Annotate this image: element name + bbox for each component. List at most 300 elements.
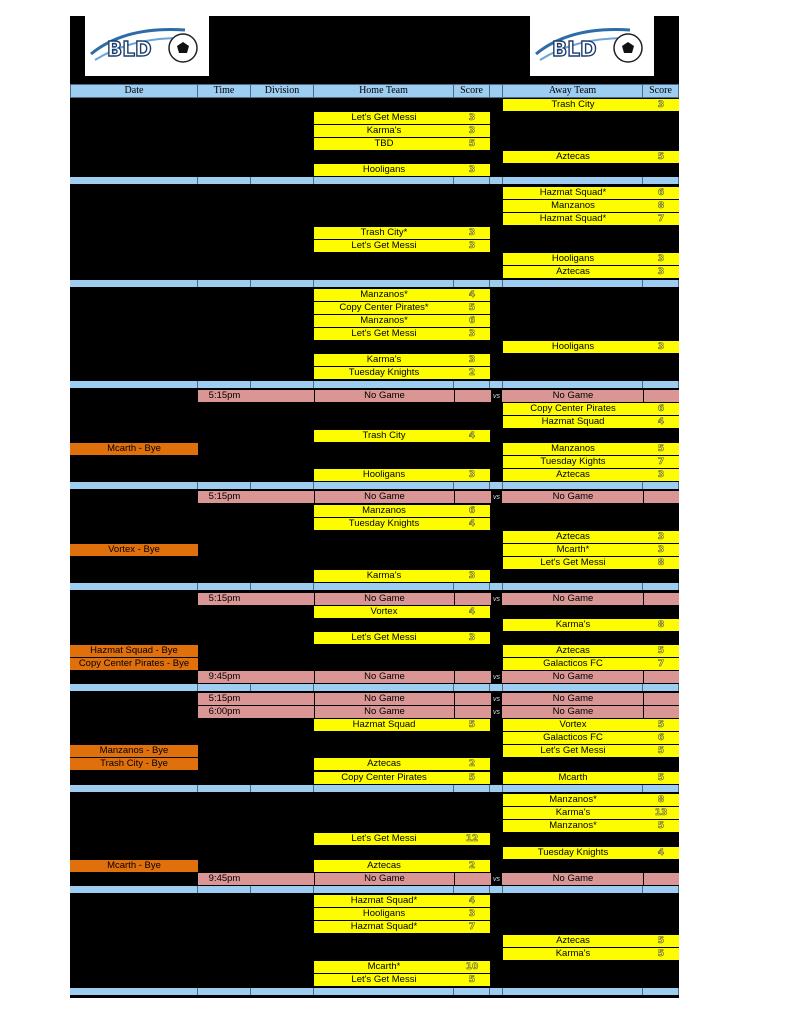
away-score-cell: 8 <box>643 200 679 212</box>
separator-cell <box>251 886 314 893</box>
separator-cell <box>490 684 503 691</box>
bye-cell: Trash City - Bye <box>70 758 198 770</box>
logo-text: BLD <box>107 37 152 61</box>
separator-cell <box>198 988 251 995</box>
home-team-cell: No Game <box>314 593 454 605</box>
separator-cell <box>70 177 198 184</box>
division-cell <box>251 693 314 705</box>
game-row <box>70 921 679 933</box>
away-team-cell: Tuesday Knights <box>503 847 643 859</box>
away-score-cell <box>643 706 679 718</box>
bye-cell: Vortex - Bye <box>70 544 198 556</box>
home-score-cell: 10 <box>454 961 490 973</box>
away-team-cell: Hazmat Squad* <box>503 187 643 199</box>
division-cell <box>251 390 314 402</box>
home-score-cell: 5 <box>454 138 490 150</box>
away-score-cell <box>643 873 679 885</box>
separator-cell <box>454 177 490 184</box>
no-game-row <box>70 593 679 605</box>
home-score-cell: 3 <box>454 328 490 340</box>
home-team-cell: Karma's <box>314 570 454 582</box>
game-row <box>70 403 679 415</box>
bye-cell: Mcarth - Bye <box>70 443 198 455</box>
home-score-cell: 2 <box>454 367 490 379</box>
game-row <box>70 658 679 670</box>
home-team-cell: Hooligans <box>314 469 454 481</box>
home-team-cell: Copy Center Pirates* <box>314 302 454 314</box>
home-score-cell: 3 <box>454 125 490 137</box>
home-score-cell: 3 <box>454 164 490 176</box>
game-row <box>70 935 679 947</box>
game-row <box>70 758 679 770</box>
home-score-cell: 12 <box>454 833 490 845</box>
away-score-cell <box>643 693 679 705</box>
game-row <box>70 544 679 556</box>
game-row <box>70 266 679 278</box>
away-score-cell: 3 <box>643 544 679 556</box>
away-team-cell: Manzanos <box>503 443 643 455</box>
home-score-cell: 6 <box>454 505 490 517</box>
home-score-cell: 4 <box>454 606 490 618</box>
separator-cell <box>198 886 251 893</box>
separator-cell <box>314 886 454 893</box>
away-team-cell: Aztecas <box>503 935 643 947</box>
away-team-cell: Galacticos FC <box>503 732 643 744</box>
separator-cell <box>314 482 454 489</box>
game-row <box>70 315 679 327</box>
separator-cell <box>198 583 251 590</box>
week-separator <box>70 785 679 792</box>
away-team-cell: Aztecas <box>503 469 643 481</box>
home-score-cell: 3 <box>454 227 490 239</box>
home-team-cell: No Game <box>314 873 454 885</box>
vs-label: vs <box>490 390 503 402</box>
away-score-cell: 7 <box>643 213 679 225</box>
game-row <box>70 151 679 163</box>
logo-text: BLD <box>552 37 597 61</box>
separator-cell <box>70 381 198 388</box>
division-cell <box>251 491 314 503</box>
separator-cell <box>314 583 454 590</box>
away-team-cell: Let's Get Messi <box>503 745 643 757</box>
home-score-cell: 3 <box>454 908 490 920</box>
vs-label: vs <box>490 693 503 705</box>
home-score-cell <box>454 671 490 683</box>
game-row <box>70 328 679 340</box>
home-team-cell: No Game <box>314 706 454 718</box>
away-score-cell: 5 <box>643 719 679 731</box>
game-row <box>70 570 679 582</box>
vs-label: vs <box>490 873 503 885</box>
game-row <box>70 213 679 225</box>
separator-cell <box>490 988 503 995</box>
vs-label: vs <box>490 593 503 605</box>
separator-cell <box>251 177 314 184</box>
game-row <box>70 719 679 731</box>
away-score-cell: 5 <box>643 820 679 832</box>
game-row <box>70 820 679 832</box>
game-row <box>70 443 679 455</box>
bye-cell: Manzanos - Bye <box>70 745 198 757</box>
time-cell: 5:15pm <box>198 593 251 605</box>
away-score-cell: 5 <box>643 645 679 657</box>
separator-cell <box>643 482 679 489</box>
game-row <box>70 860 679 872</box>
separator-cell <box>251 482 314 489</box>
home-team-cell: Trash City* <box>314 227 454 239</box>
game-row <box>70 125 679 137</box>
separator-cell <box>503 684 643 691</box>
away-team-cell: Aztecas <box>503 645 643 657</box>
home-team-cell: Let's Get Messi <box>314 240 454 252</box>
separator-cell <box>314 785 454 792</box>
away-team-cell: No Game <box>503 671 643 683</box>
away-team-cell: Manzanos* <box>503 794 643 806</box>
home-team-cell: Karma's <box>314 354 454 366</box>
game-row <box>70 354 679 366</box>
game-row <box>70 847 679 859</box>
game-row <box>70 456 679 468</box>
away-team-cell: Hazmat Squad* <box>503 213 643 225</box>
game-row <box>70 833 679 845</box>
home-score-cell: 6 <box>454 315 490 327</box>
away-team-cell: No Game <box>503 390 643 402</box>
game-row <box>70 895 679 907</box>
separator-cell <box>198 684 251 691</box>
separator-cell <box>314 280 454 287</box>
separator-cell <box>490 785 503 792</box>
separator-cell <box>490 482 503 489</box>
vs-header <box>490 84 503 98</box>
home-team-cell: Tuesday Knights <box>314 518 454 530</box>
separator-cell <box>70 583 198 590</box>
home-team-cell: Karma's <box>314 125 454 137</box>
game-row <box>70 367 679 379</box>
bye-cell: Copy Center Pirates - Bye <box>70 658 198 670</box>
time-cell: 5:15pm <box>198 491 251 503</box>
time-cell: 9:45pm <box>198 873 251 885</box>
game-row <box>70 518 679 530</box>
division-cell <box>251 873 314 885</box>
away-team-cell: Karma's <box>503 948 643 960</box>
away-score-cell: 5 <box>643 772 679 784</box>
away-team-cell: Manzanos* <box>503 820 643 832</box>
home-team-cell: No Game <box>314 693 454 705</box>
home-score-cell: 5 <box>454 974 490 986</box>
separator-cell <box>314 684 454 691</box>
separator-cell <box>503 381 643 388</box>
away-score-header: Score <box>643 84 679 98</box>
away-score-cell <box>643 671 679 683</box>
away-score-cell: 3 <box>643 253 679 265</box>
away-score-cell: 5 <box>643 948 679 960</box>
game-row <box>70 974 679 986</box>
home-team-cell: Hooligans <box>314 164 454 176</box>
separator-cell <box>454 482 490 489</box>
away-score-cell: 7 <box>643 456 679 468</box>
home-score-cell: 4 <box>454 289 490 301</box>
separator-cell <box>454 684 490 691</box>
away-score-cell: 8 <box>643 794 679 806</box>
home-team-cell: TBD <box>314 138 454 150</box>
game-row <box>70 200 679 212</box>
home-score-cell: 2 <box>454 758 490 770</box>
game-row <box>70 430 679 442</box>
separator-cell <box>490 280 503 287</box>
home-team-cell: No Game <box>314 671 454 683</box>
home-team-cell: Hazmat Squad <box>314 719 454 731</box>
away-team-cell: No Game <box>503 593 643 605</box>
away-score-cell: 5 <box>643 443 679 455</box>
game-row <box>70 557 679 569</box>
bye-cell: Hazmat Squad - Bye <box>70 645 198 657</box>
home-score-cell: 5 <box>454 302 490 314</box>
away-team-cell: No Game <box>503 693 643 705</box>
separator-cell <box>70 482 198 489</box>
home-team-cell: Aztecas <box>314 758 454 770</box>
home-score-cell <box>454 593 490 605</box>
away-score-cell: 5 <box>643 151 679 163</box>
game-row <box>70 253 679 265</box>
away-team-cell: No Game <box>503 873 643 885</box>
away-score-cell <box>643 491 679 503</box>
home-team-cell: Let's Get Messi <box>314 833 454 845</box>
separator-cell <box>643 177 679 184</box>
home-team-header: Home Team <box>314 84 454 98</box>
separator-cell <box>70 785 198 792</box>
away-team-cell: No Game <box>503 491 643 503</box>
home-score-cell: 4 <box>454 895 490 907</box>
home-score-cell: 2 <box>454 860 490 872</box>
separator-cell <box>314 381 454 388</box>
game-row <box>70 416 679 428</box>
separator-cell <box>70 684 198 691</box>
separator-cell <box>643 280 679 287</box>
home-score-cell <box>454 693 490 705</box>
separator-cell <box>490 886 503 893</box>
away-score-cell: 3 <box>643 469 679 481</box>
separator-cell <box>503 988 643 995</box>
separator-cell <box>503 886 643 893</box>
vs-label: vs <box>490 671 503 683</box>
home-team-cell: Hazmat Squad* <box>314 895 454 907</box>
no-game-row <box>70 671 679 683</box>
week-separator <box>70 988 679 995</box>
week-separator <box>70 381 679 388</box>
home-team-cell: Vortex <box>314 606 454 618</box>
division-cell <box>251 671 314 683</box>
separator-cell <box>454 381 490 388</box>
away-team-cell: Hooligans <box>503 341 643 353</box>
away-score-cell: 3 <box>643 99 679 111</box>
separator-cell <box>70 988 198 995</box>
away-team-cell: Trash City <box>503 99 643 111</box>
separator-cell <box>454 583 490 590</box>
no-game-row <box>70 390 679 402</box>
separator-cell <box>643 886 679 893</box>
away-team-cell: Hazmat Squad <box>503 416 643 428</box>
separator-cell <box>503 482 643 489</box>
away-team-header: Away Team <box>503 84 643 98</box>
week-separator <box>70 177 679 184</box>
game-row <box>70 99 679 111</box>
separator-cell <box>251 280 314 287</box>
game-row <box>70 138 679 150</box>
away-score-cell <box>643 593 679 605</box>
game-row <box>70 227 679 239</box>
home-team-cell: Aztecas <box>314 860 454 872</box>
home-team-cell: Mcarth* <box>314 961 454 973</box>
home-team-cell: No Game <box>314 491 454 503</box>
separator-cell <box>251 583 314 590</box>
home-team-cell: Tuesday Knights <box>314 367 454 379</box>
away-score-cell: 4 <box>643 416 679 428</box>
home-score-cell: 5 <box>454 719 490 731</box>
week-separator <box>70 280 679 287</box>
game-row <box>70 187 679 199</box>
separator-cell <box>454 886 490 893</box>
game-row <box>70 948 679 960</box>
game-row <box>70 807 679 819</box>
home-team-cell: Hooligans <box>314 908 454 920</box>
away-team-cell: Copy Center Pirates <box>503 403 643 415</box>
separator-cell <box>643 684 679 691</box>
separator-cell <box>70 280 198 287</box>
separator-cell <box>251 785 314 792</box>
game-row <box>70 732 679 744</box>
time-cell: 5:15pm <box>198 693 251 705</box>
vs-label: vs <box>490 491 503 503</box>
separator-cell <box>503 177 643 184</box>
game-row <box>70 164 679 176</box>
separator-cell <box>643 583 679 590</box>
week-separator <box>70 482 679 489</box>
home-score-header: Score <box>454 84 490 98</box>
home-team-cell: Copy Center Pirates <box>314 772 454 784</box>
away-team-cell: No Game <box>503 706 643 718</box>
game-row <box>70 961 679 973</box>
home-score-cell: 3 <box>454 240 490 252</box>
away-team-cell: Let's Get Messi <box>503 557 643 569</box>
no-game-row <box>70 706 679 718</box>
separator-cell <box>643 381 679 388</box>
no-game-row <box>70 693 679 705</box>
away-score-cell: 6 <box>643 403 679 415</box>
away-team-cell: Tuesday Kights <box>503 456 643 468</box>
home-team-cell: Let's Get Messi <box>314 328 454 340</box>
away-score-cell: 3 <box>643 531 679 543</box>
time-header: Time <box>198 84 251 98</box>
away-team-cell: Aztecas <box>503 266 643 278</box>
game-row <box>70 341 679 353</box>
separator-cell <box>198 381 251 388</box>
away-score-cell: 3 <box>643 341 679 353</box>
home-score-cell <box>454 390 490 402</box>
game-row <box>70 289 679 301</box>
away-team-cell: Vortex <box>503 719 643 731</box>
game-row <box>70 469 679 481</box>
separator-cell <box>454 785 490 792</box>
game-row <box>70 606 679 618</box>
week-separator <box>70 684 679 691</box>
separator-cell <box>643 988 679 995</box>
home-score-cell: 3 <box>454 354 490 366</box>
game-row <box>70 645 679 657</box>
away-score-cell <box>643 390 679 402</box>
game-row <box>70 619 679 631</box>
separator-cell <box>314 988 454 995</box>
game-row <box>70 632 679 644</box>
away-team-cell: Mcarth* <box>503 544 643 556</box>
game-row <box>70 505 679 517</box>
home-score-cell: 3 <box>454 632 490 644</box>
game-row <box>70 772 679 784</box>
vs-label: vs <box>490 706 503 718</box>
date-header: Date <box>70 84 198 98</box>
separator-cell <box>251 988 314 995</box>
home-score-cell: 7 <box>454 921 490 933</box>
league-logo-left <box>85 16 209 76</box>
separator-cell <box>503 785 643 792</box>
separator-cell <box>251 381 314 388</box>
away-team-cell: Mcarth <box>503 772 643 784</box>
week-separator <box>70 886 679 893</box>
home-team-cell: Manzanos* <box>314 315 454 327</box>
league-logo-right <box>530 16 654 76</box>
away-score-cell: 5 <box>643 745 679 757</box>
game-row <box>70 745 679 757</box>
home-team-cell: Trash City <box>314 430 454 442</box>
division-header: Division <box>251 84 314 98</box>
home-score-cell: 5 <box>454 772 490 784</box>
home-team-cell: Let's Get Messi <box>314 632 454 644</box>
bye-cell: Mcarth - Bye <box>70 860 198 872</box>
separator-cell <box>490 583 503 590</box>
home-team-cell: Hazmat Squad* <box>314 921 454 933</box>
away-team-cell: Aztecas <box>503 151 643 163</box>
no-game-row <box>70 873 679 885</box>
division-cell <box>251 593 314 605</box>
home-team-cell: Let's Get Messi <box>314 112 454 124</box>
away-score-cell: 8 <box>643 619 679 631</box>
away-score-cell: 3 <box>643 266 679 278</box>
home-score-cell: 3 <box>454 469 490 481</box>
home-score-cell: 4 <box>454 430 490 442</box>
no-game-row <box>70 491 679 503</box>
game-row <box>70 112 679 124</box>
away-team-cell: Karma's <box>503 807 643 819</box>
away-score-cell: 4 <box>643 847 679 859</box>
separator-cell <box>503 583 643 590</box>
separator-cell <box>503 280 643 287</box>
away-score-cell: 13 <box>643 807 679 819</box>
separator-cell <box>643 785 679 792</box>
separator-cell <box>490 381 503 388</box>
away-team-cell: Aztecas <box>503 531 643 543</box>
time-cell: 9:45pm <box>198 671 251 683</box>
game-row <box>70 908 679 920</box>
away-team-cell: Karma's <box>503 619 643 631</box>
time-cell: 5:15pm <box>198 390 251 402</box>
home-score-cell <box>454 873 490 885</box>
separator-cell <box>198 177 251 184</box>
home-team-cell: Let's Get Messi <box>314 974 454 986</box>
home-score-cell <box>454 706 490 718</box>
game-row <box>70 794 679 806</box>
home-score-cell: 4 <box>454 518 490 530</box>
time-cell: 6:00pm <box>198 706 251 718</box>
away-score-cell: 5 <box>643 935 679 947</box>
